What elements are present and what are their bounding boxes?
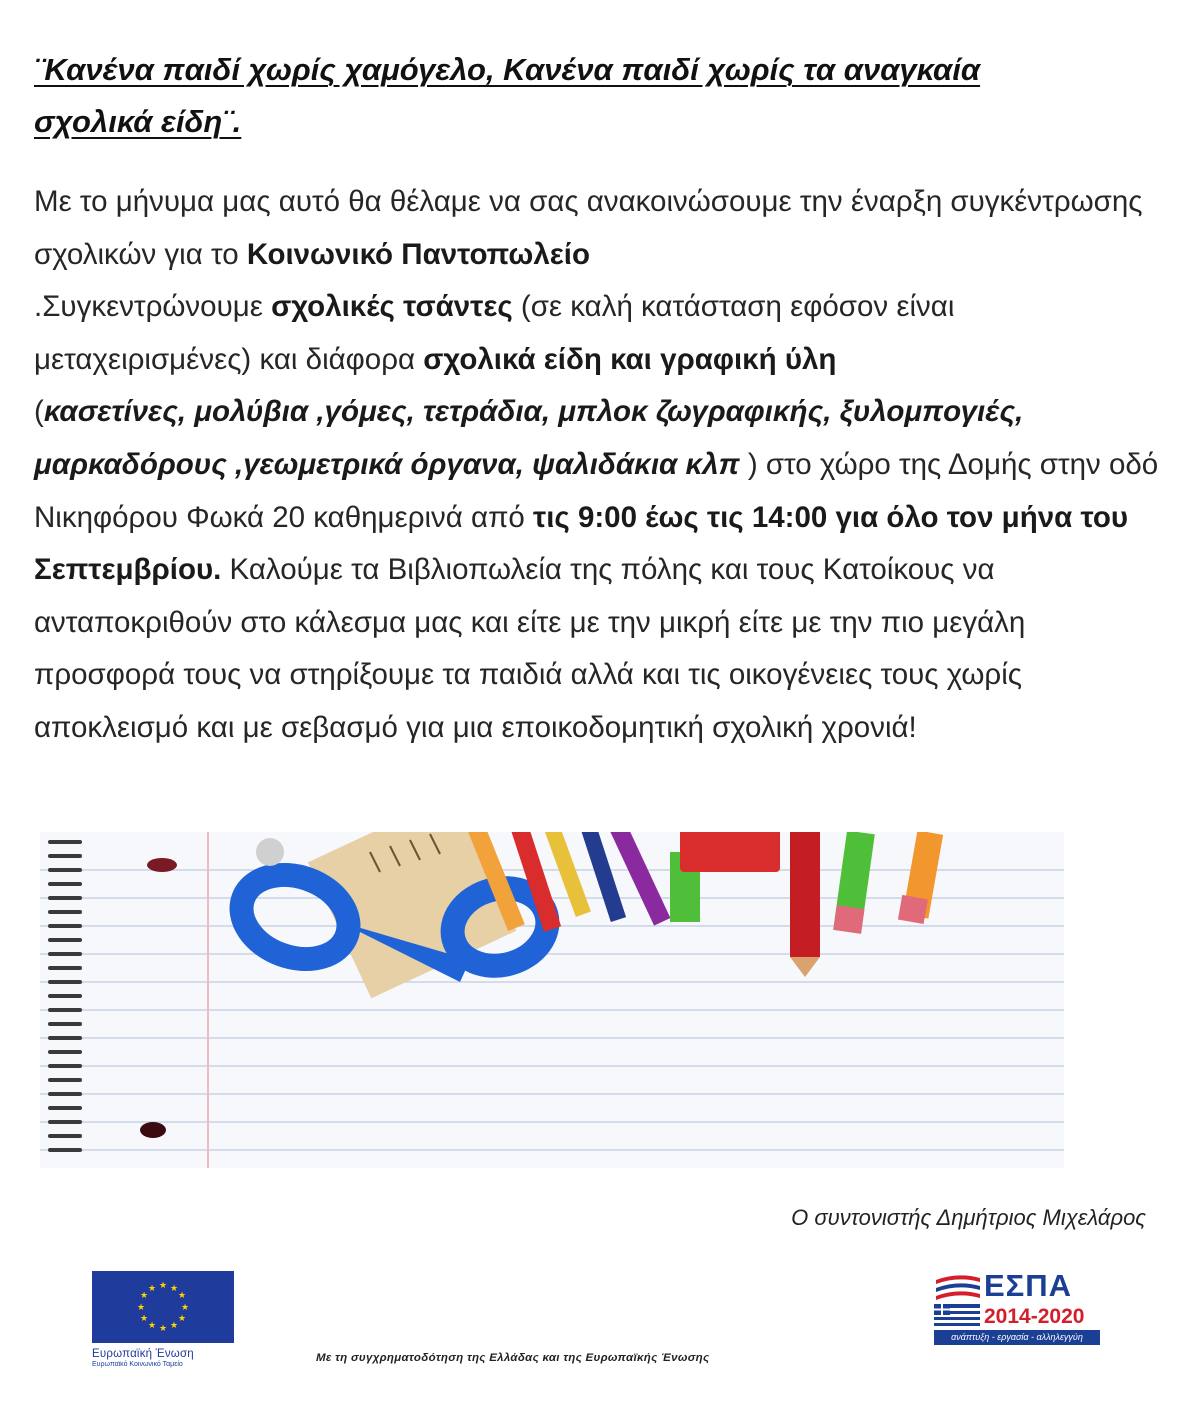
svg-text:★: ★ [177, 1314, 187, 1324]
collection-hours: τις 9:00 έως τις 14:00 για όλο τον μήνα του Σεπτεμβρίου. [34, 500, 1129, 587]
eu-flag-logo [92, 1271, 234, 1368]
body-text-5: ) στο χώρο της Δομής στην οδό Νικηφόρου Φωκά 20 καθημερινά από [34, 447, 1159, 534]
coordinator-signature: Ο συντονιστής Δημήτριος Μιχελάρος [791, 1205, 1146, 1230]
espa-swoosh-icon [934, 1272, 982, 1302]
espa-tagline: ανάπτυξη - εργασία - αλληλεγγύη [934, 1330, 1100, 1345]
eu-fund-caption: Ευρωπαϊκό Κοινωνικό Ταμείο [92, 1361, 183, 1368]
svg-text:★: ★ [177, 1291, 187, 1301]
eu-caption: Ευρωπαϊκή Ένωση [92, 1348, 194, 1360]
espa-years: 2014-2020 [984, 1305, 1085, 1328]
social-grocery-name: Κοινωνικό Παντοπωλείο [246, 237, 590, 271]
body-text-6: Καλούμε τα Βιβλιοπωλεία της πόλης και τους Κατοίκους να ανταποκριθούν στο κάλεσμα μας και είτε με την μικρή είτε με την πιο μεγάλη προσφορά τους να στηρίξουμε τα παιδιά αλλά και τις οικογένειες τους χωρίς αποκλεισμό και με σεβασμό για μια εποικοδομητική σχολική χρονιά! [34, 553, 1026, 744]
svg-text:★: ★ [136, 1303, 146, 1313]
school-supplies-image [40, 832, 1064, 1168]
svg-text:★: ★ [139, 1314, 149, 1324]
body-text-2: .Συγκεντρώνουμε [34, 290, 272, 324]
announcement-heading [34, 44, 1154, 148]
svg-text:★: ★ [139, 1291, 149, 1301]
svg-text:★: ★ [147, 1321, 157, 1331]
school-supplies-text: σχολικά είδη και γραφική ύλη [423, 342, 837, 376]
heading-line-2: σχολικά είδη¨. [34, 104, 242, 139]
school-bags-text: σχολικές τσάντες [271, 290, 513, 324]
body-text-3: (σε καλή κατάσταση εφόσον είναι μεταχειρισμένες) και διάφορα [34, 290, 955, 376]
espa-logo [934, 1268, 1104, 1348]
announcement-body [34, 176, 1159, 755]
supplies-list: κασετίνες, μολύβια ,γόμες, τετράδια, μπλοκ ζωγραφικής, ξυλομπογιές, μαρκαδόρους ,γεωμετρικά όργανα, ψαλιδάκια κλπ [34, 395, 1024, 481]
body-text-4: ( [34, 395, 44, 429]
svg-text:★: ★ [147, 1284, 157, 1294]
svg-text:★: ★ [169, 1321, 179, 1331]
svg-text:★: ★ [169, 1284, 179, 1294]
greek-flag-icon [934, 1304, 980, 1326]
svg-text:★: ★ [158, 1281, 168, 1291]
svg-text:★: ★ [158, 1324, 168, 1334]
espa-wordmark: ΕΣΠΑ [984, 1268, 1073, 1303]
body-text-1: Με το μήνυμα μας αυτό θα θέλαμε να σας ανακοινώσουμε την έναρξη συγκέντρωσης σχολικών για το [34, 185, 1143, 271]
svg-text:★: ★ [180, 1303, 190, 1313]
cofunding-note: Με τη συγχρηματοδότηση της Ελλάδας και της Ευρωπαϊκής Ένωσης [316, 1352, 710, 1364]
heading-line-1: ¨Κανένα παιδί χωρίς χαμόγελο, Κανένα παιδί χωρίς τα αναγκαία [34, 52, 981, 87]
